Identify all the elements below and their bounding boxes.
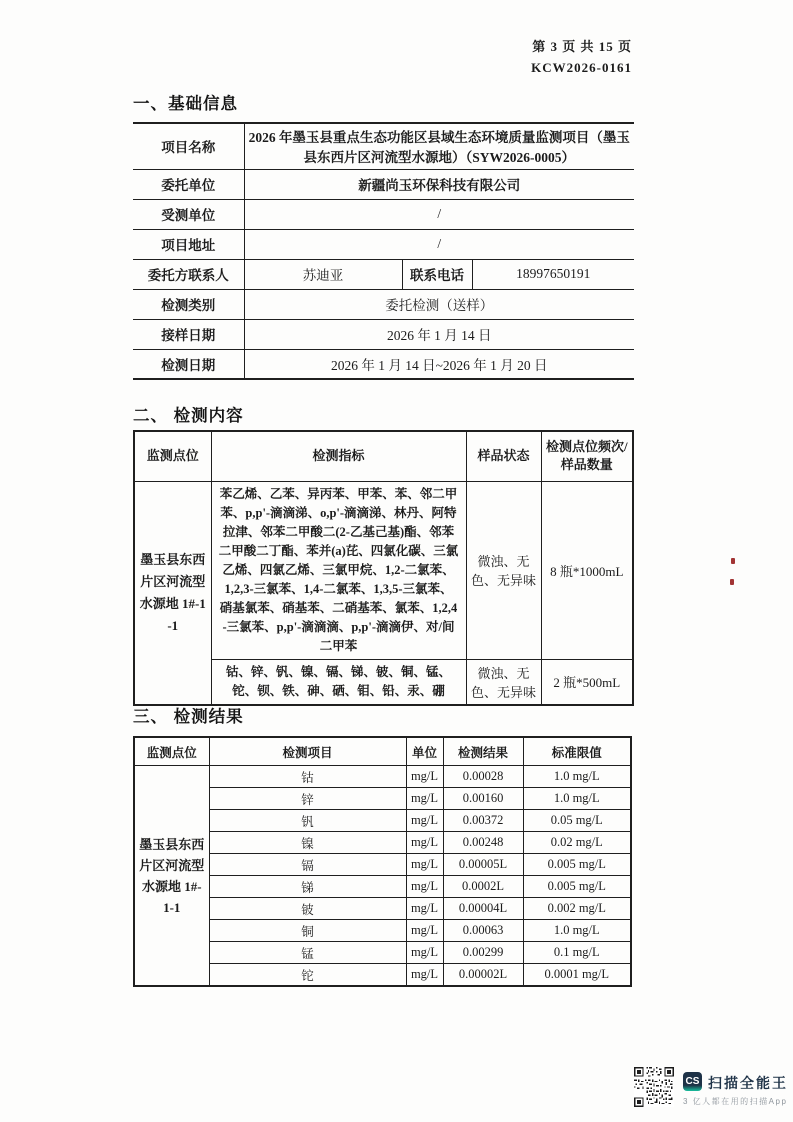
result-limit: 0.02 mg/L <box>523 832 631 854</box>
table-row <box>133 169 634 199</box>
table-row <box>134 481 633 659</box>
field-label: 检测类别 <box>133 289 244 319</box>
column-header: 标准限值 <box>523 737 631 766</box>
field-value: 新疆尚玉环保科技有限公司 <box>244 169 634 199</box>
sample-status-cell: 微浊、无色、无异味 <box>466 659 541 705</box>
field-label: 委托方联系人 <box>133 259 244 289</box>
field-label: 委托单位 <box>133 169 244 199</box>
column-header: 检测项目 <box>209 737 406 766</box>
result-limit: 0.0001 mg/L <box>523 964 631 987</box>
result-value: 0.0002L <box>443 876 523 898</box>
section-heading-test-results: 三、 检测结果 <box>133 708 244 726</box>
result-item: 铍 <box>209 898 406 920</box>
field-value: / <box>244 229 634 259</box>
sample-quantity-cell: 8 瓶*1000mL <box>541 481 633 659</box>
table-row <box>133 319 634 349</box>
camscanner-logo <box>683 1072 702 1091</box>
result-item: 镉 <box>209 854 406 876</box>
result-limit: 0.005 mg/L <box>523 854 631 876</box>
result-item: 铜 <box>209 920 406 942</box>
result-value: 0.00004L <box>443 898 523 920</box>
result-value: 0.00028 <box>443 766 523 788</box>
table-row <box>134 942 631 964</box>
table-row-contact <box>133 259 634 289</box>
table-row <box>134 876 631 898</box>
field-value: / <box>244 199 634 229</box>
phone-label: 联系电话 <box>402 259 472 289</box>
result-item: 锌 <box>209 788 406 810</box>
contact-name: 苏迪亚 <box>244 259 402 289</box>
column-header: 检测结果 <box>443 737 523 766</box>
column-header: 检测点位频次/样品数量 <box>541 431 633 481</box>
field-label: 项目名称 <box>133 123 244 169</box>
red-scan-mark <box>730 579 734 585</box>
sample-status-cell: 微浊、无色、无异味 <box>466 481 541 659</box>
result-unit: mg/L <box>406 854 443 876</box>
table-row <box>133 123 634 169</box>
result-limit: 1.0 mg/L <box>523 766 631 788</box>
result-unit: mg/L <box>406 942 443 964</box>
camscanner-watermark <box>633 1063 788 1113</box>
field-value: 委托检测（送样） <box>244 289 634 319</box>
section-heading-test-content: 二、 检测内容 <box>133 407 244 425</box>
table-header-row <box>134 431 633 481</box>
result-value: 0.00160 <box>443 788 523 810</box>
field-label: 受测单位 <box>133 199 244 229</box>
field-label: 项目地址 <box>133 229 244 259</box>
monitoring-site: 墨玉县东西片区河流型水源地 1#-1-1 <box>134 481 211 705</box>
basic-info-table <box>133 122 634 380</box>
result-unit: mg/L <box>406 876 443 898</box>
test-results-table <box>133 736 632 987</box>
field-label: 接样日期 <box>133 319 244 349</box>
phone-number: 18997650191 <box>472 259 634 289</box>
result-unit: mg/L <box>406 898 443 920</box>
result-item: 钒 <box>209 810 406 832</box>
result-limit: 0.005 mg/L <box>523 876 631 898</box>
result-limit: 1.0 mg/L <box>523 788 631 810</box>
result-value: 0.00248 <box>443 832 523 854</box>
result-item: 锑 <box>209 876 406 898</box>
report-number: KCW2026-0161 <box>531 60 632 75</box>
result-value: 0.00002L <box>443 964 523 987</box>
indicators-cell: 钴、锌、钒、镍、镉、锑、铍、铜、锰、铊、钡、铁、砷、硒、钼、铅、汞、硼 <box>211 659 466 705</box>
result-item: 镍 <box>209 832 406 854</box>
result-value: 0.00372 <box>443 810 523 832</box>
field-value: 2026 年 1 月 14 日 <box>244 319 634 349</box>
table-row <box>134 920 631 942</box>
result-unit: mg/L <box>406 920 443 942</box>
column-header: 监测点位 <box>134 431 211 481</box>
field-label: 检测日期 <box>133 349 244 379</box>
table-row <box>133 229 634 259</box>
table-row <box>133 289 634 319</box>
result-unit: mg/L <box>406 832 443 854</box>
table-row <box>134 854 631 876</box>
test-content-table <box>133 430 634 706</box>
table-row <box>134 964 631 987</box>
result-limit: 0.1 mg/L <box>523 942 631 964</box>
result-limit: 0.002 mg/L <box>523 898 631 920</box>
result-unit: mg/L <box>406 964 443 987</box>
result-item: 钴 <box>209 766 406 788</box>
column-header: 检测指标 <box>211 431 466 481</box>
camscanner-app-name: 扫描全能王 <box>708 1075 788 1091</box>
result-item: 锰 <box>209 942 406 964</box>
result-limit: 0.05 mg/L <box>523 810 631 832</box>
field-value: 2026 年墨玉县重点生态功能区县域生态环境质量监测项目（墨玉县东西片区河流型水源地）（SYW2026-0005） <box>244 123 634 169</box>
result-unit: mg/L <box>406 766 443 788</box>
result-unit: mg/L <box>406 788 443 810</box>
column-header: 监测点位 <box>134 737 209 766</box>
result-value: 0.00005L <box>443 854 523 876</box>
sample-quantity-cell: 2 瓶*500mL <box>541 659 633 705</box>
result-limit: 1.0 mg/L <box>523 920 631 942</box>
page-header <box>0 36 632 78</box>
table-row <box>134 788 631 810</box>
red-scan-mark <box>731 558 735 564</box>
result-value: 0.00063 <box>443 920 523 942</box>
indicators-cell: 苯乙烯、乙苯、异丙苯、甲苯、苯、邻二甲苯、p,p'-滴滴涕、o,p'-滴滴涕、林丹、阿特拉津、邻苯二甲酸二(2-乙基己基)酯、邻苯二甲酸二丁酯、苯并(a)芘、四氯化碳、三氯乙烯、四氯乙烯、三氯甲烷、1,2-二氯苯、1,2,3-三氯苯、1,4-二氯苯、1,3,5-三氯苯、硝基氯苯、硝基苯、二硝基苯、氯苯、1,2,4-三氯苯、p,p'-滴滴滴、p,p'-滴滴伊、对/间二甲苯 <box>211 481 466 659</box>
column-header: 单位 <box>406 737 443 766</box>
table-row <box>133 349 634 379</box>
table-row <box>134 766 631 788</box>
qr-code <box>633 1067 675 1107</box>
result-item: 铊 <box>209 964 406 987</box>
section-heading-basic-info: 一、基础信息 <box>133 95 238 113</box>
field-value: 2026 年 1 月 14 日~2026 年 1 月 20 日 <box>330 357 548 373</box>
result-unit: mg/L <box>406 810 443 832</box>
table-row <box>133 199 634 229</box>
column-header: 样品状态 <box>466 431 541 481</box>
monitoring-site: 墨玉县东西片区河流型水源地 1#-1-1 <box>134 766 209 987</box>
table-row <box>134 810 631 832</box>
camscanner-tagline: 3 亿人都在用的扫描App <box>683 1097 788 1106</box>
page-number: 第 3 页 共 15 页 <box>532 39 632 54</box>
table-header-row <box>134 737 631 766</box>
result-value: 0.00299 <box>443 942 523 964</box>
table-row <box>134 898 631 920</box>
camscanner-logo-text: CS <box>685 1076 700 1087</box>
table-row <box>134 832 631 854</box>
